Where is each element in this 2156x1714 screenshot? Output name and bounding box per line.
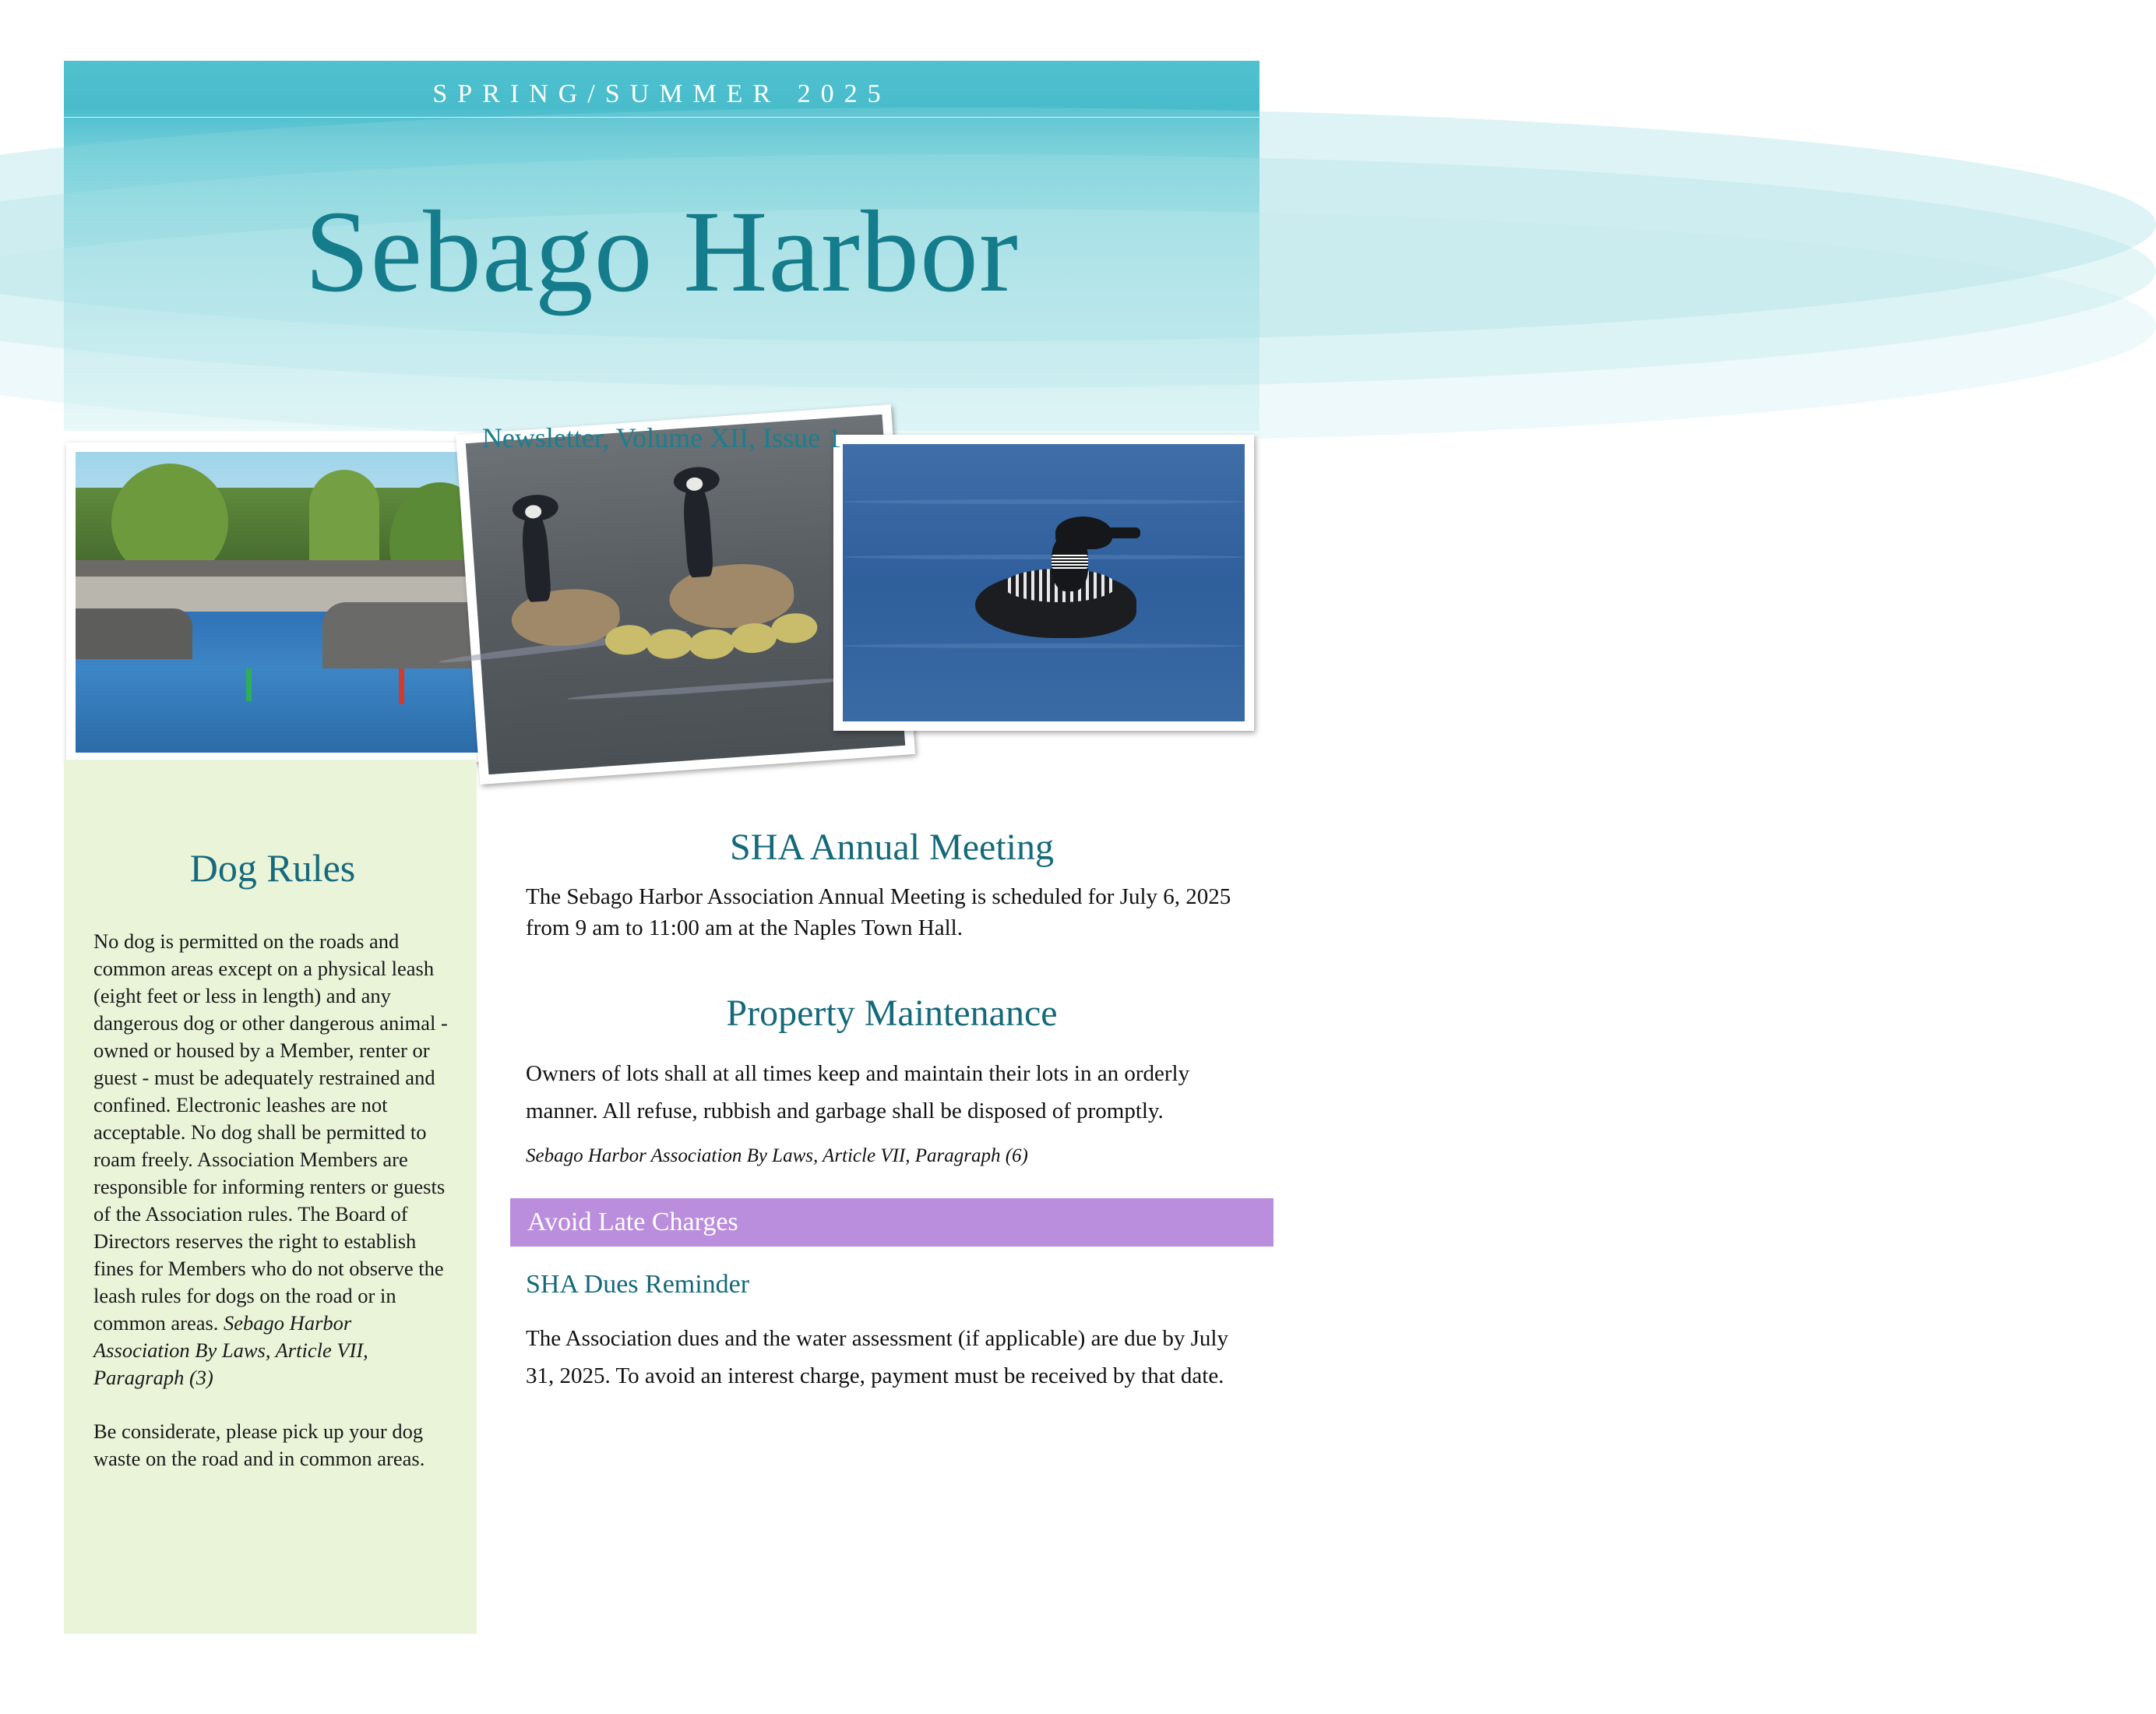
annual-meeting-body: The Sebago Harbor Association Annual Meeting is scheduled for July 6, 2025 from 9 am to 11:00 am at the Naples Town Hall. [526, 884, 1231, 940]
loon-collar [1052, 555, 1087, 569]
issue-kicker: SPRING/SUMMER 2025 [432, 79, 891, 108]
dog-rules-body-text: No dog is permitted on the roads and common areas except on a physical leash (eight feet or less in length) and any dangerous dog or other dangerous animal - owned or housed by a Member, renter or guest - must be adequately restrained and confined. Electronic leashes are not acceptable. No dog shall be permitted to roam freely. Association Members are responsible for informing renters or guests of the Association rules. The Board of Directors reserves the right to establish fines for Members who do not observe the leash rules for dogs on the road or in common areas. [93, 929, 448, 1335]
annual-meeting-heading: SHA Annual Meeting [730, 827, 1054, 868]
photo-frame-inner [843, 444, 1245, 721]
common-loon-photo [833, 435, 1254, 731]
dues-reminder-subheading: SHA Dues Reminder [526, 1270, 750, 1299]
property-maintenance-citation: Sebago Harbor Association By Laws, Article VII, Paragraph (6) [526, 1145, 1028, 1166]
dog-rules-body [93, 928, 452, 1391]
page-title: Sebago Harbor [305, 187, 1019, 316]
dog-waste-note: Be considerate, please pick up your dog waste on the road and in common areas. [93, 1420, 425, 1470]
green-channel-marker [246, 668, 252, 701]
avoid-late-charges-banner: Avoid Late Charges [510, 1198, 1274, 1247]
kicker-divider [64, 117, 1259, 118]
dog-rules-column [64, 760, 477, 1634]
dog-rules-citation: Sebago Harbor Association By Laws, Article VII, Paragraph (3) [93, 1311, 368, 1389]
masthead [64, 61, 1259, 453]
property-maintenance-heading: Property Maintenance [726, 993, 1058, 1034]
property-maintenance-body: Owners of lots shall at all times keep and maintain their lots in an orderly manner. All refuse, rubbish and garbage shall be disposed of promptly. [526, 1061, 1190, 1123]
photo-frame-inner [76, 452, 524, 753]
dog-rules-content [93, 760, 452, 1472]
page-subtitle: Newsletter, Volume XII, Issue 1 [481, 422, 842, 453]
rocky-shore [76, 608, 192, 660]
dog-rules-heading: Dog Rules [189, 846, 356, 890]
loon-bill [1104, 527, 1140, 538]
photo-strip [0, 427, 1324, 793]
red-channel-marker [399, 668, 404, 704]
main-article-column [510, 826, 1274, 1395]
dues-reminder-body: The Association dues and the water assessment (if applicable) are due by July 31, 2025. To avoid an interest charge, payment must be received by that date. [526, 1326, 1228, 1388]
